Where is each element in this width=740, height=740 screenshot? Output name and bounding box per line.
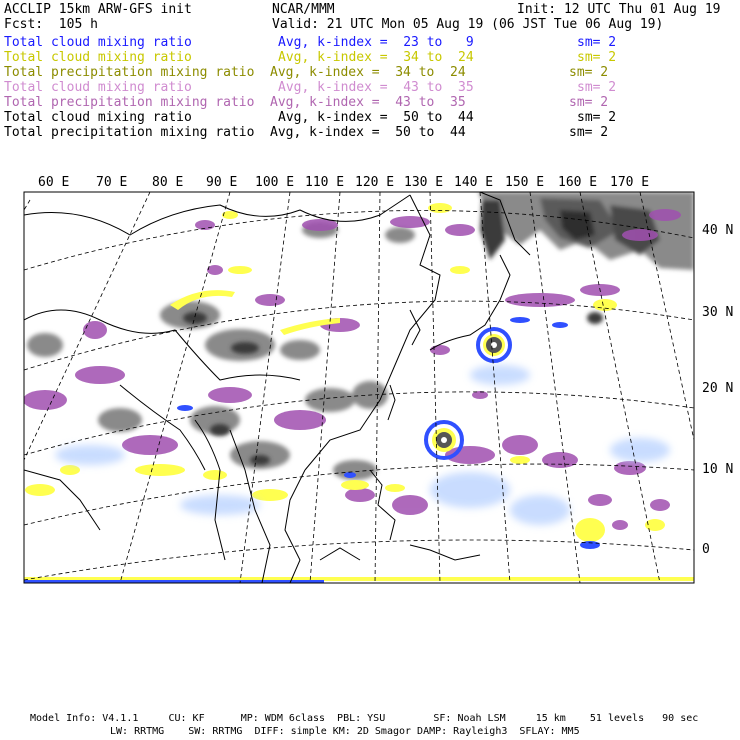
legend-avg: Avg, k-index = 50 to 44 [270, 125, 466, 140]
model-info: Model Info: V4.1.1 CU: KF MP: WDM 6class PBL: YSU SF: Noah LSM 15 km 51 levels 90 sec [30, 713, 699, 724]
lon-label: 130 E [404, 175, 444, 190]
lon-label: 120 E [355, 175, 395, 190]
lat-label: 30 N [702, 305, 734, 320]
legend-sm: sm= 2 [577, 35, 617, 50]
legend-sm: sm= 2 [577, 50, 617, 65]
lon-label: 70 E [96, 175, 128, 190]
legend-field: Total cloud mixing ratio [4, 80, 192, 95]
legend-field: Total cloud mixing ratio [4, 50, 192, 65]
legend-avg: Avg, k-index = 43 to 35 [270, 95, 466, 110]
legend-avg: Avg, k-index = 34 to 24 [278, 50, 474, 65]
legend-field: Total cloud mixing ratio [4, 35, 192, 50]
legend-field: Total precipitation mixing ratio [4, 65, 255, 80]
lon-label: 110 E [305, 175, 345, 190]
legend-sm: sm= 2 [577, 110, 617, 125]
lon-label: 170 E [610, 175, 650, 190]
model-physics: LW: RRTMG SW: RRTMG DIFF: simple KM: 2D Smagor DAMP: Rayleigh3 SFLAY: MM5 [110, 726, 580, 737]
forecast-hour: Fcst: 105 h [4, 17, 98, 32]
lon-label: 80 E [152, 175, 184, 190]
legend-avg: Avg, k-index = 43 to 35 [278, 80, 474, 95]
map-title: ACCLIP 15km ARW-GFS init [4, 2, 192, 17]
legend-avg: Avg, k-index = 34 to 24 [270, 65, 466, 80]
legend-sm: sm= 2 [569, 95, 609, 110]
legend-avg: Avg, k-index = 50 to 44 [278, 110, 474, 125]
legend-field: Total cloud mixing ratio [4, 110, 192, 125]
lon-label: 150 E [505, 175, 545, 190]
lat-label: 0 [702, 542, 710, 557]
org-label: NCAR/MMM [272, 2, 335, 17]
legend-sm: sm= 2 [569, 65, 609, 80]
lon-label: 90 E [206, 175, 238, 190]
init-time: Init: 12 UTC Thu 01 Aug 19 [517, 2, 721, 17]
lat-label: 10 N [702, 462, 734, 477]
legend-sm: sm= 2 [569, 125, 609, 140]
valid-time: Valid: 21 UTC Mon 05 Aug 19 (06 JST Tue 06 Aug 19) [272, 17, 664, 32]
legend-sm: sm= 2 [577, 80, 617, 95]
lon-label: 100 E [255, 175, 295, 190]
legend-field: Total precipitation mixing ratio [4, 125, 255, 140]
lat-label: 20 N [702, 381, 734, 396]
legend-field: Total precipitation mixing ratio [4, 95, 255, 110]
lat-label: 40 N [702, 223, 734, 238]
lon-label: 160 E [558, 175, 598, 190]
legend-avg: Avg, k-index = 23 to 9 [278, 35, 474, 50]
lon-label: 60 E [38, 175, 70, 190]
lon-label: 140 E [454, 175, 494, 190]
